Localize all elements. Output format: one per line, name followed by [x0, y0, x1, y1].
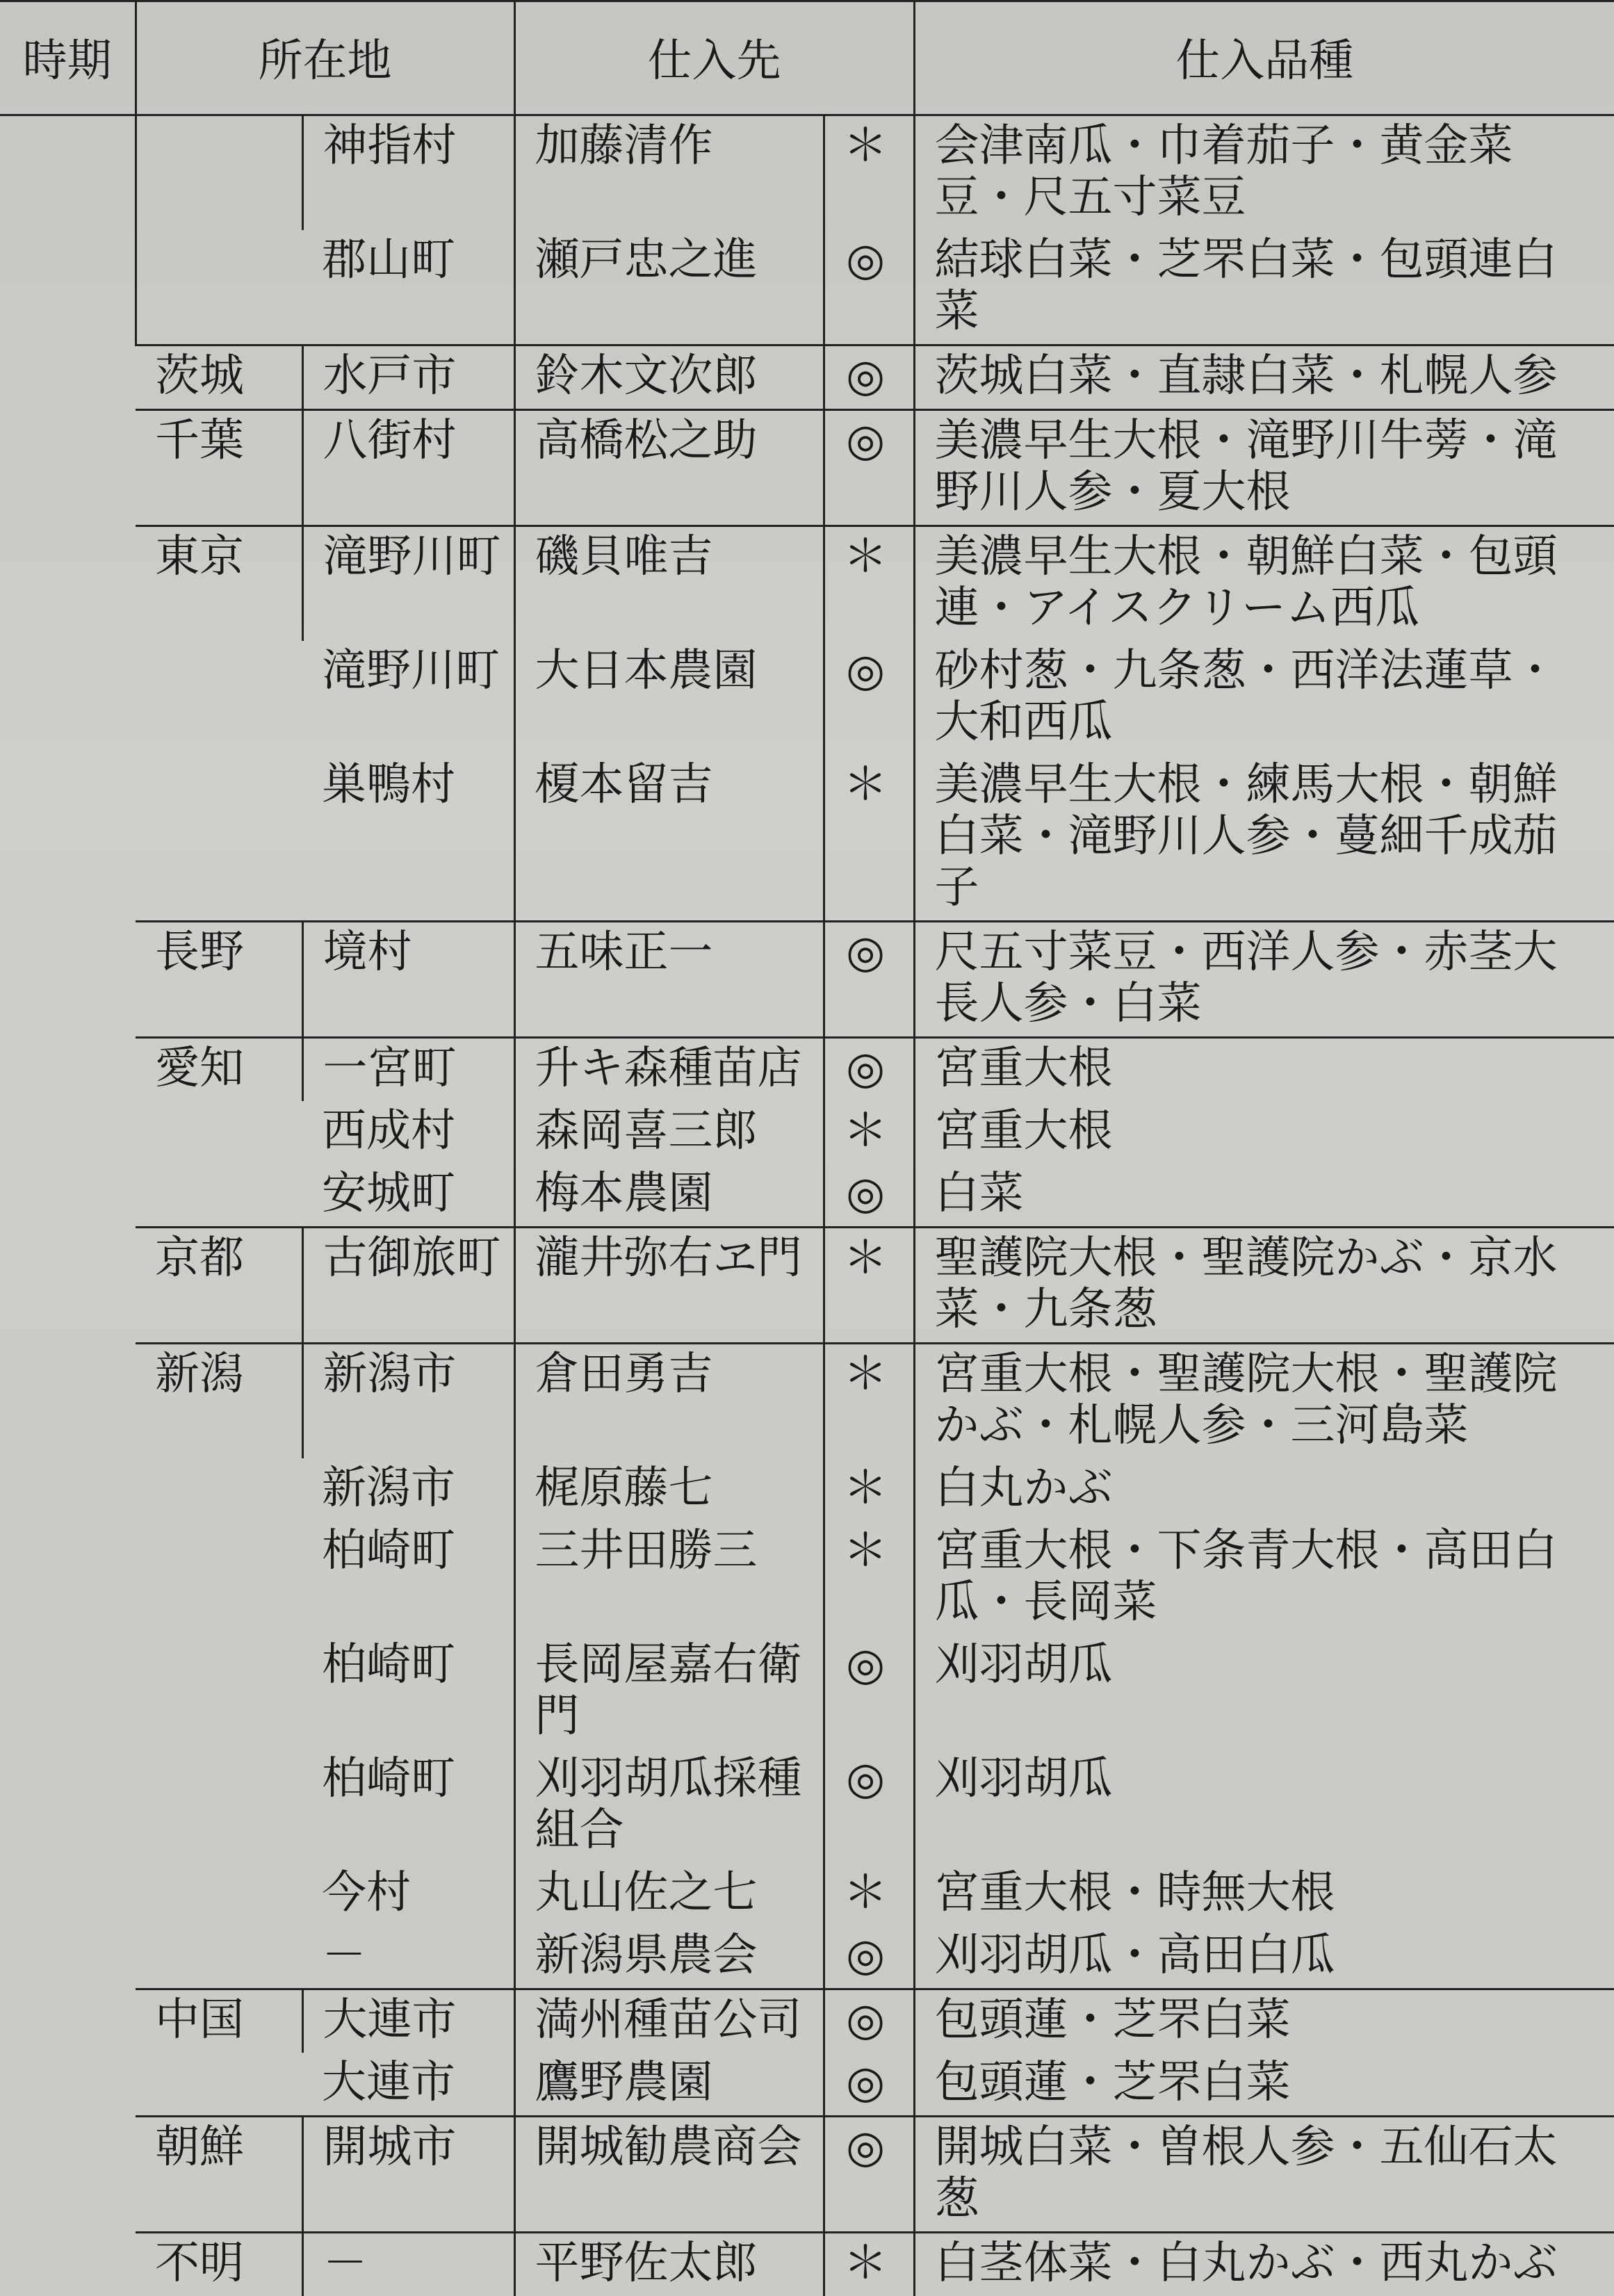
table-row: [0, 410, 1614, 526]
supplier-cell: 梶原藤七: [514, 1458, 824, 1521]
prefecture-cell: 愛知: [136, 1038, 302, 1228]
city-cell: 滝野川町: [302, 641, 514, 755]
varieties-cell: 美濃早生大根・朝鮮白菜・包頭連・アイスクリーム西瓜: [914, 526, 1614, 642]
supplier-mark: ◎: [824, 1635, 914, 1749]
supplier-cell: 瀧井弥右ヱ門: [514, 1228, 824, 1344]
supplier-mark: ◎: [824, 1925, 914, 1989]
city-cell: 一宮町: [302, 1038, 514, 1102]
city-cell: －: [302, 2233, 514, 2296]
supplier-mark: ◎: [824, 410, 914, 526]
varieties-cell: 刈羽胡瓜: [914, 1635, 1614, 1749]
varieties-cell: 茨城白菜・直隷白菜・札幌人参: [914, 345, 1614, 410]
supplier-cell: 開城勧農商会: [514, 2117, 824, 2233]
supplier-mark: ＊: [824, 1344, 914, 1459]
varieties-cell: 刈羽胡瓜・高田白瓜: [914, 1925, 1614, 1989]
city-cell: 郡山町: [302, 230, 514, 345]
supplier-mark: ◎: [824, 2053, 914, 2117]
varieties-cell: 結球白菜・芝罘白菜・包頭連白菜: [914, 230, 1614, 345]
supplier-cell: 梅本農園: [514, 1164, 824, 1228]
city-cell: 柏崎町: [302, 1521, 514, 1635]
table-row: [0, 2233, 1614, 2296]
supplier-cell: 丸山佐之七: [514, 1863, 824, 1925]
supplier-cell: 加藤清作: [514, 115, 824, 231]
city-cell: 境村: [302, 922, 514, 1038]
supplier-cell: 磯貝唯吉: [514, 526, 824, 642]
city-cell: 滝野川町: [302, 526, 514, 642]
city-cell: 柏崎町: [302, 1749, 514, 1863]
supplier-cell: 大日本農園: [514, 641, 824, 755]
varieties-cell: 開城白菜・曽根人参・五仙石太葱: [914, 2117, 1614, 2233]
varieties-cell: 宮重大根: [914, 1101, 1614, 1164]
period-cell: [0, 115, 136, 2296]
city-cell: －: [302, 1925, 514, 1989]
supplier-mark: ＊: [824, 2233, 914, 2296]
table-body: [0, 115, 1614, 2296]
table-row: [0, 1228, 1614, 1344]
varieties-cell: 尺五寸菜豆・西洋人参・赤茎大長人参・白菜: [914, 922, 1614, 1038]
header-location: 所在地: [136, 1, 514, 115]
prefecture-cell: 東京: [136, 526, 302, 922]
supplier-mark: ◎: [824, 230, 914, 345]
city-cell: 八街村: [302, 410, 514, 526]
supplier-cell: 新潟県農会: [514, 1925, 824, 1989]
city-cell: 神指村: [302, 115, 514, 231]
city-cell: 大連市: [302, 2053, 514, 2117]
city-cell: 水戸市: [302, 345, 514, 410]
table-row: [0, 1989, 1614, 2053]
supplier-mark: ◎: [824, 922, 914, 1038]
city-cell: 大連市: [302, 1989, 514, 2053]
varieties-cell: 美濃早生大根・練馬大根・朝鮮白菜・滝野川人参・蔓細千成茄子: [914, 755, 1614, 922]
supplier-cell: 刈羽胡瓜採種組合: [514, 1749, 824, 1863]
prefecture-cell: [136, 115, 302, 345]
table-row: [0, 2117, 1614, 2233]
header-row: [0, 1, 1614, 115]
varieties-cell: 白菜: [914, 1164, 1614, 1228]
table-row: [0, 115, 1614, 231]
city-cell: 今村: [302, 1863, 514, 1925]
varieties-cell: 宮重大根・下条青大根・高田白瓜・長岡菜: [914, 1521, 1614, 1635]
supplier-cell: 瀬戸忠之進: [514, 230, 824, 345]
table-row: [0, 526, 1614, 642]
city-cell: 開城市: [302, 2117, 514, 2233]
supplier-mark: ＊: [824, 1521, 914, 1635]
varieties-cell: 包頭蓮・芝罘白菜: [914, 1989, 1614, 2053]
city-cell: 古御旅町: [302, 1228, 514, 1344]
varieties-cell: 砂村葱・九条葱・西洋法蓮草・大和西瓜: [914, 641, 1614, 755]
supplier-mark: ◎: [824, 1749, 914, 1863]
prefecture-cell: 中国: [136, 1989, 302, 2117]
header-varieties: 仕入品種: [914, 1, 1614, 115]
varieties-cell: 宮重大根・時無大根: [914, 1863, 1614, 1925]
table-row: [0, 1344, 1614, 1459]
varieties-cell: 美濃早生大根・滝野川牛蒡・滝野川人参・夏大根: [914, 410, 1614, 526]
prefecture-cell: 長野: [136, 922, 302, 1038]
supplier-mark: ＊: [824, 1101, 914, 1164]
supplier-mark: ◎: [824, 1989, 914, 2053]
varieties-cell: 宮重大根: [914, 1038, 1614, 1102]
supplier-cell: 平野佐太郎: [514, 2233, 824, 2296]
varieties-cell: 宮重大根・聖護院大根・聖護院かぶ・札幌人参・三河島菜: [914, 1344, 1614, 1459]
supplier-mark: ◎: [824, 1038, 914, 1102]
supplier-mark: ◎: [824, 2117, 914, 2233]
supplier-mark: ＊: [824, 1863, 914, 1925]
supplier-mark: ＊: [824, 755, 914, 922]
supplier-mark: ◎: [824, 1164, 914, 1228]
city-cell: 柏崎町: [302, 1635, 514, 1749]
city-cell: 新潟市: [302, 1458, 514, 1521]
supplier-cell: 鷹野農園: [514, 2053, 824, 2117]
supplier-mark: ＊: [824, 526, 914, 642]
supplier-cell: 五味正一: [514, 922, 824, 1038]
varieties-cell: 白丸かぶ: [914, 1458, 1614, 1521]
supplier-cell: 升キ森種苗店: [514, 1038, 824, 1102]
supplier-cell: 鈴木文次郎: [514, 345, 824, 410]
varieties-cell: 会津南瓜・巾着茄子・黄金菜豆・尺五寸菜豆: [914, 115, 1614, 231]
header-supplier: 仕入先: [514, 1, 914, 115]
supplier-mark: ＊: [824, 1228, 914, 1344]
table-row: [0, 1038, 1614, 1102]
supplier-mark: ＊: [824, 115, 914, 231]
city-cell: 新潟市: [302, 1344, 514, 1459]
city-cell: 巣鴨村: [302, 755, 514, 922]
supplier-mark: ◎: [824, 345, 914, 410]
prefecture-cell: 不明: [136, 2233, 302, 2296]
supplier-cell: 長岡屋嘉右衛門: [514, 1635, 824, 1749]
supplier-cell: 高橋松之助: [514, 410, 824, 526]
varieties-cell: 聖護院大根・聖護院かぶ・京水菜・九条葱: [914, 1228, 1614, 1344]
city-cell: 西成村: [302, 1101, 514, 1164]
supplier-mark: ◎: [824, 641, 914, 755]
varieties-cell: 刈羽胡瓜: [914, 1749, 1614, 1863]
prefecture-cell: 千葉: [136, 410, 302, 526]
supplier-cell: 倉田勇吉: [514, 1344, 824, 1459]
table-row: [0, 345, 1614, 410]
supplier-cell: 三井田勝三: [514, 1521, 824, 1635]
supplier-cell: 榎本留吉: [514, 755, 824, 922]
prefecture-cell: 新潟: [136, 1344, 302, 1989]
prefecture-cell: 朝鮮: [136, 2117, 302, 2233]
prefecture-cell: 茨城: [136, 345, 302, 410]
prefecture-cell: 京都: [136, 1228, 302, 1344]
supplier-cell: 森岡喜三郎: [514, 1101, 824, 1164]
varieties-cell: 白茎体菜・白丸かぶ・西丸かぶ: [914, 2233, 1614, 2296]
header-period: 時期: [0, 1, 136, 115]
supplier-cell: 満州種苗公司: [514, 1989, 824, 2053]
supplier-mark: ＊: [824, 1458, 914, 1521]
table-row: [0, 922, 1614, 1038]
city-cell: 安城町: [302, 1164, 514, 1228]
varieties-cell: 包頭蓮・芝罘白菜: [914, 2053, 1614, 2117]
